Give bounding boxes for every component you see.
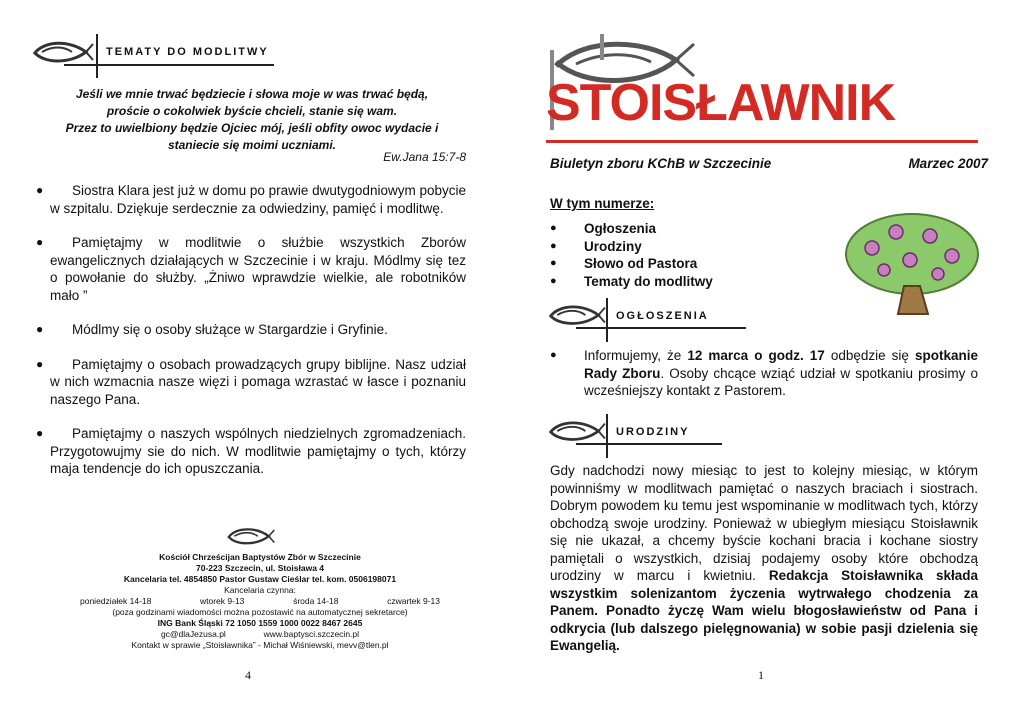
toc-item: ● Tematy do modlitwy	[550, 273, 713, 289]
page-number: 1	[758, 668, 764, 682]
answering-machine-note: (poza godzinami wiadomości można pozostawić na automatycznej sekretarce)	[112, 607, 408, 617]
announcement-item: ● Informujemy, że 12 marca o godz. 17 odbędzie się spotkanie Rady Zboru. Osoby chcące wziąć udział w spotkaniu prosimy o wcześniejszy kontakt z Pastorem.	[550, 348, 979, 398]
prayer-section-header	[30, 34, 280, 78]
office-hours: poniedziałek 14-18 wtorek 9-13 środa 14-18 czwartek 9-13	[80, 596, 440, 606]
verse-line: Przez to uwielbiony będzie Ojciec mój, jeśli obfity owoc wydacie i	[65, 121, 439, 135]
section-title: OGŁOSZENIA	[616, 310, 709, 322]
issue-date: Marzec 2007	[908, 156, 988, 171]
verse-reference: Ew.Jana 15:7-8	[383, 150, 466, 164]
verse-line: proście o cokolwiek byście chcieli, stanie się wam.	[106, 104, 398, 118]
right-page	[512, 0, 1024, 724]
bible-verse	[38, 86, 466, 154]
verse-line: staniecie się moimi uczniami.	[167, 138, 337, 152]
toc-item: ● Słowo od Pastora	[550, 256, 698, 271]
fish-logo-icon	[546, 302, 606, 330]
prayer-item: ● Módlmy się o osoby służące w Stargardzie i Gryfinie.	[36, 322, 388, 337]
table-of-contents	[550, 220, 713, 290]
flower-tree-icon	[834, 208, 984, 316]
verse-line: Jeśli we mnie trwać będziecie i słowa moje w was trwać będą,	[75, 87, 429, 101]
fish-logo-icon	[225, 522, 275, 552]
church-name: Kościół Chrześcijan Baptystów Zbór w Szczecinie	[159, 552, 361, 562]
page-number: 4	[245, 668, 251, 682]
church-phones: Kancelaria tel. 4854850 Pastor Gustaw Cieślar tel. kom. 0506198071	[123, 574, 397, 584]
editor-contact: Kontakt w sprawie „Stoisławnika” - Michał Wiśniewski, mevv@tlen.pl	[131, 640, 389, 650]
web-contacts[interactable]: gc@dlaJezusa.pl www.baptysci.szczecin.pl	[160, 629, 360, 639]
prayer-list	[36, 182, 466, 478]
masthead-title: STOISŁAWNIK	[546, 74, 896, 132]
section-title: TEMATY DO MODLITWY	[106, 46, 269, 58]
prayer-item: ● Pamiętajmy o naszych wspólnych niedzielnych zgromadzeniach. Przygotowujmy sie do nich. W modlitwie pamiętajmy o tych, którzy maja tendencje do ich opuszczania.	[36, 426, 466, 476]
section-title: URODZINY	[616, 426, 690, 438]
toc-item: ● Ogłoszenia	[550, 221, 657, 236]
prayer-item: ● Pamiętajmy w modlitwie o służbie wszystkich Zborów ewangelicznych działających w Szczecinie i w kraju. Módlmy się tez o powołanie do służby. „Żniwo wprawdzie wielkie, ale robotników mało ”	[36, 235, 466, 303]
fish-logo-icon	[546, 418, 606, 446]
prayer-item: ● Pamiętajmy o osobach prowadzących grupy biblijne. Nasz udział w nich wzmacnia nasze więzi i pomaga wzrastać w łasce i poznaniu naszego Pana.	[36, 356, 466, 407]
toc-heading: W tym numerze:	[550, 196, 655, 211]
church-footer	[60, 552, 460, 651]
announcements-section-header	[546, 298, 746, 342]
bulletin-title: Biuletyn zboru KChB w Szczecinie	[550, 156, 772, 171]
birthdays-text: Gdy nadchodzi nowy miesiąc to jest to kolejny miesiąc, w którym powinniśmy w modlitwach pamiętać o naszych braciach i siostrach. Dobrym powodem ku temu jest wspominanie w modlitwach tych, którzy obchodzą swoje urodziny. Ponieważ w ubiegłym miesiącu Stoisławnik się nie ukazał, a chcemy byście kochani bracia i kochane siostry pamiętali o wszystkich, dzisiaj podajemy osoby które obchodzą urodziny w marcu i kwietniu. Redakcja Stoisławnika składa wszystkim solenizantom życzenia wytrwałego chodzenia za Panem. Ponadto życzę Wam wielu błogosławieństw od Pana i odkrycia (lub dalszego pielęgnowania) w sobie pasji dzielenia się Ewangelią.	[550, 463, 978, 653]
church-address: 70-223 Szczecin, ul. Stoisława 4	[195, 563, 325, 573]
birthdays-section-header	[546, 414, 746, 458]
office-hours-label: Kancelaria czynna:	[224, 585, 296, 595]
prayer-item: ● Siostra Klara jest już w domu po prawie dwutygodniowym pobycie w szpitalu. Dziękuje serdecznie za odwiedziny, pamięć i modlitwę.	[36, 183, 466, 216]
toc-item: ● Urodziny	[550, 238, 642, 254]
masthead-rule	[546, 140, 978, 143]
bank-account: ING Bank Śląski 72 1050 1559 1000 0022 8467 2645	[157, 618, 363, 628]
